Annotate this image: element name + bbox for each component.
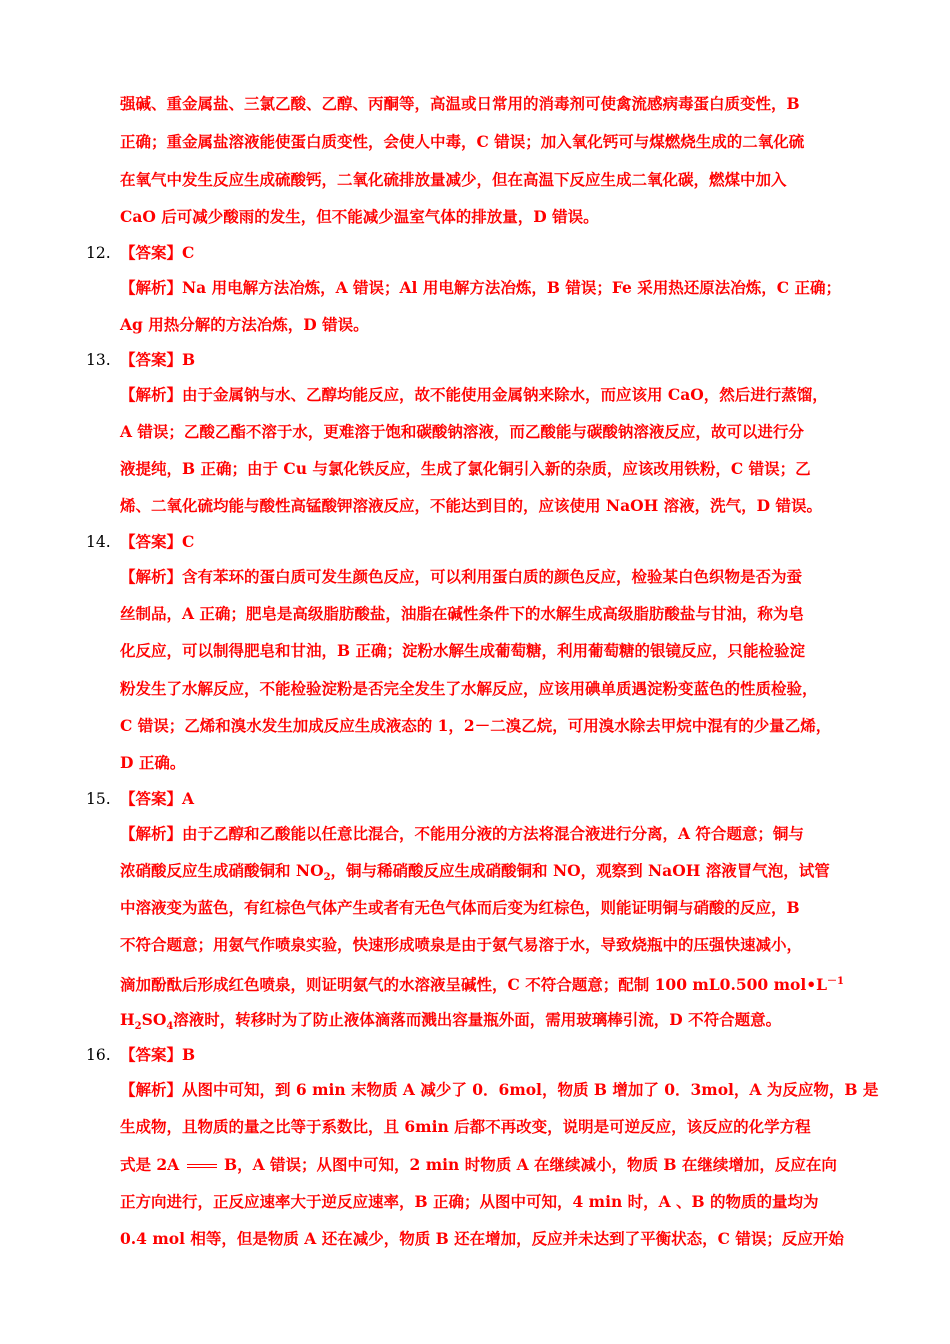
text-line: 粉发生了水解反应，不能检验淀粉是否完全发生了水解反应，应该用碘单质遇淀粉变蓝色的性质检验， <box>120 679 818 698</box>
text-line: 在氧气中发生反应生成硫酸钙，二氧化硫排放量减少，但在高温下反应生成二氧化碳，燃煤中加入 <box>120 170 787 189</box>
text-line: 正确；重金属盐溶液能使蛋白质变性，会使人中毒，C 错误；加入氧化钙可与煤燃烧生成的二氧化硫 <box>120 132 805 151</box>
text-line: 正方向进行，正反应速率大于逆反应速率，B 正确；从图中可知，4 min 时，A 、B 的物质的量均为 <box>120 1192 819 1211</box>
text-line: C 错误；乙烯和溴水发生加成反应生成液态的 1，2－二溴乙烷，可用溴水除去甲烷中混有的少量乙烯， <box>120 716 832 735</box>
text-line: 【解析】Na 用电解方法冶炼，A 错误；Al 用电解方法冶炼，B 错误；Fe 采用热还原法冶炼，C 正确； <box>120 278 841 297</box>
text-segment: 滴加酚酞后形成红色喷泉，则证明氨气的水溶液呈碱性，C 不符合题意；配制 100 mL0.500 mol•L <box>120 975 828 995</box>
text-line: 【解析】由于乙醇和乙酸能以任意比混合，不能用分液的方法将混合液进行分离，A 符合题意；铜与 <box>120 824 804 843</box>
question-number: 12. <box>86 244 111 262</box>
equilibrium-arrow-icon <box>185 1161 219 1171</box>
text-line: 【解析】由于金属钠与水、乙醇均能反应，故不能使用金属钠来除水，而应该用 CaO，然后进行蒸馏， <box>120 385 828 404</box>
text-line: 中溶液变为蓝色，有红棕色气体产生或者有无色气体而后变为红棕色，则能证明铜与硝酸的反应，B <box>120 898 800 917</box>
text-line: 强碱、重金属盐、三氯乙酸、乙醇、丙酮等，高温或日常用的消毒剂可使禽流感病毒蛋白质变性，B <box>120 94 800 113</box>
text-segment: ，铜与稀硝酸反应生成硝酸铜和 NO，观察到 NaOH 溶液冒气泡，试管 <box>330 861 830 880</box>
answer-label: 【答案】C <box>120 243 195 262</box>
text-line: CaO 后可减少酸雨的发生，但不能减少温室气体的排放量，D 错误。 <box>120 207 599 226</box>
text-segment: 式是 2A <box>120 1155 180 1174</box>
text-segment: B，A 错误；从图中可知，2 min 时物质 A 在继续减小，物质 B 在继续增加，反应在向 <box>224 1155 837 1174</box>
text-line: 0.4 mol 相等，但是物质 A 还在减少，物质 B 还在增加，反应并未达到了平衡状态，C 错误；反应开始 <box>120 1229 844 1248</box>
text-line: 【解析】含有苯环的蛋白质可发生颜色反应，可以利用蛋白质的颜色反应，检验某白色织物是否为蚕 <box>120 567 803 586</box>
subscript: 2 <box>323 872 331 884</box>
text-segment: 溶液时，转移时为了防止液体滴落而溅出容量瓶外面，需用玻璃棒引流，D 不符合题意。 <box>173 1010 782 1029</box>
question-number: 16. <box>86 1046 111 1064</box>
superscript: －1 <box>827 976 845 987</box>
text-line: 【解析】从图中可知，到 6 min 末物质 A 减少了 0．6mol，物质 B 增加了 0．3mol，A 为反应物，B 是 <box>120 1080 879 1099</box>
text-segment: H <box>120 1010 135 1029</box>
text-line <box>120 972 844 995</box>
text-line: A 错误；乙酸乙酯不溶于水，更难溶于饱和碳酸钠溶液，而乙酸能与碳酸钠溶液反应，故可以进行分 <box>120 422 804 441</box>
text-line: D 正确。 <box>120 753 186 772</box>
question-number: 14. <box>86 533 111 551</box>
answer-label: 【答案】A <box>120 789 195 808</box>
subscript: 2 <box>134 1021 142 1033</box>
text-line: 化反应，可以制得肥皂和甘油，B 正确；淀粉水解生成葡萄糖，利用葡萄糖的银镜反应，只能检验淀 <box>120 641 806 660</box>
answer-label: 【答案】C <box>120 532 195 551</box>
text-line <box>120 1155 837 1175</box>
text-segment: 浓硝酸反应生成硝酸铜和 NO <box>120 861 324 880</box>
text-line: 丝制品，A 正确；肥皂是高级脂肪酸盐，油脂在碱性条件下的水解生成高级脂肪酸盐与甘油，称为皂 <box>120 604 804 623</box>
question-number: 15. <box>86 790 111 808</box>
text-line: 生成物，且物质的量之比等于系数比，且 6min 后都不再改变，说明是可逆反应，该反应的化学方程 <box>120 1117 811 1136</box>
question-number: 13. <box>86 351 111 369</box>
text-segment: SO <box>141 1010 167 1029</box>
text-line: 烯、二氧化硫均能与酸性高锰酸钾溶液反应，不能达到目的，应该使用 NaOH 溶液，洗气，D 错误。 <box>120 496 822 515</box>
answer-label: 【答案】B <box>120 350 196 369</box>
text-line <box>120 861 830 888</box>
text-line: Ag 用热分解的方法冶炼，D 错误。 <box>120 315 369 334</box>
subscript: 4 <box>166 1021 174 1033</box>
answer-label: 【答案】B <box>120 1045 196 1064</box>
text-line: 液提纯，B 正确；由于 Cu 与氯化铁反应，生成了氯化铜引入新的杂质，应该改用铁粉，C 错误；乙 <box>120 459 811 478</box>
text-line <box>120 1010 781 1037</box>
text-line: 不符合题意；用氨气作喷泉实验，快速形成喷泉是由于氨气易溶于水，导致烧瓶中的压强快速减小， <box>120 935 803 954</box>
